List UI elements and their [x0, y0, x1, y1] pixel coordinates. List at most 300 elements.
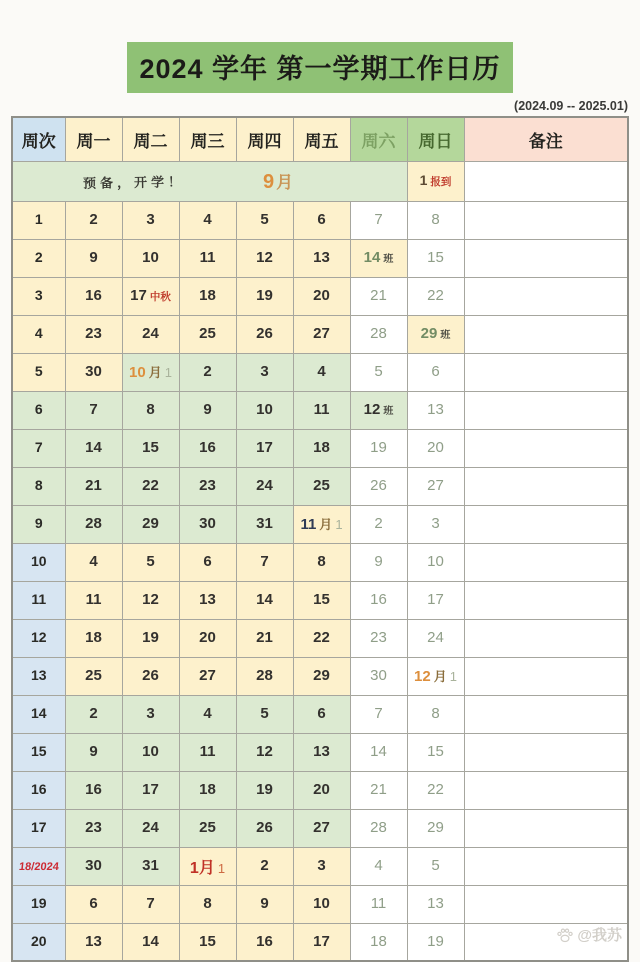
cell-text: 22 — [142, 477, 159, 494]
remark-cell — [464, 467, 628, 505]
day-cell — [350, 695, 407, 733]
cell-text: 4 — [203, 705, 212, 722]
day-cell — [179, 581, 236, 619]
week-cell: 4 — [12, 315, 65, 353]
day-cell — [236, 201, 293, 239]
remark-cell — [464, 885, 628, 923]
remark-cell — [464, 429, 628, 467]
cell-text: 31 — [256, 515, 273, 532]
cell-text: 16 — [85, 287, 102, 304]
cell-text: 19 — [256, 781, 273, 798]
remark-cell — [464, 505, 628, 543]
day-cell — [179, 277, 236, 315]
cell-text: 7 — [146, 895, 155, 912]
week-cell: 5 — [12, 353, 65, 391]
week-row — [12, 201, 628, 239]
cell-text: 23 — [370, 629, 387, 646]
cell-text: 25 — [85, 667, 102, 684]
week-row — [12, 391, 628, 429]
day-cell — [293, 201, 350, 239]
cell-text: 20 — [427, 439, 444, 456]
day-cell — [179, 353, 236, 391]
cell-text: 28 — [256, 667, 273, 684]
day-cell — [407, 239, 464, 277]
week-row — [12, 619, 628, 657]
month-banner-cell — [12, 161, 407, 201]
day-cell — [122, 695, 179, 733]
day-cell — [122, 581, 179, 619]
week-row — [12, 353, 628, 391]
month-row — [12, 161, 628, 201]
week-cell: 3 — [12, 277, 65, 315]
day-cell — [65, 239, 122, 277]
cell-text: 班 — [440, 330, 451, 341]
cell-text: 2 — [260, 857, 269, 874]
cell-text: 25 — [313, 477, 330, 494]
day-cell — [236, 847, 293, 885]
day-cell — [293, 847, 350, 885]
watermark-text: @我苏 — [577, 927, 622, 944]
day-cell — [350, 277, 407, 315]
day-cell — [236, 543, 293, 581]
cell-text: 3 — [431, 515, 440, 532]
day-cell — [407, 657, 464, 695]
week-row — [12, 581, 628, 619]
day-cell — [122, 391, 179, 429]
week-cell: 13 — [12, 657, 65, 695]
day-cell — [293, 657, 350, 695]
day-cell — [350, 619, 407, 657]
cell-text: 4 — [374, 857, 383, 874]
cell-text: 月 — [433, 669, 447, 684]
remark-cell — [464, 161, 628, 201]
day-cell — [179, 543, 236, 581]
day-cell — [122, 201, 179, 239]
day-cell — [122, 353, 179, 391]
day-cell — [179, 505, 236, 543]
remark-cell — [464, 581, 628, 619]
cell-text: 12 — [256, 249, 273, 266]
cell-text: 27 — [313, 325, 330, 342]
remark-cell — [464, 543, 628, 581]
cell-text: 22 — [427, 287, 444, 304]
cell-text: 4 — [317, 363, 326, 380]
day-cell — [179, 885, 236, 923]
day-cell — [179, 467, 236, 505]
week-cell: 20 — [12, 923, 65, 961]
day-cell — [236, 581, 293, 619]
day-cell — [122, 429, 179, 467]
cell-text: 班 — [383, 254, 394, 265]
week-cell: 1 — [12, 201, 65, 239]
cell-text: 18 — [370, 932, 387, 950]
cell-text: 1 — [217, 860, 226, 876]
day-cell — [236, 277, 293, 315]
day-cell — [65, 695, 122, 733]
day-cell — [350, 733, 407, 771]
cell-text: 班 — [383, 406, 394, 417]
cell-text: 26 — [370, 477, 387, 494]
day-cell — [236, 733, 293, 771]
day-cell — [407, 353, 464, 391]
cell-text: 3 — [317, 857, 326, 874]
cell-text: 29 — [420, 325, 438, 342]
day-cell-report — [407, 161, 464, 201]
cell-text: 19 — [427, 932, 444, 950]
cell-text: 4 — [89, 553, 98, 570]
day-cell — [236, 619, 293, 657]
cell-text: 1 — [164, 365, 172, 380]
cell-text: 18 — [199, 287, 216, 304]
day-cell — [293, 771, 350, 809]
cell-text: 22 — [427, 781, 444, 798]
cell-text: 22 — [313, 629, 330, 646]
cell-text: 20 — [313, 781, 330, 798]
remark-cell — [464, 353, 628, 391]
cell-text: 20 — [199, 629, 216, 646]
cell-text: 11 — [313, 401, 330, 418]
day-cell — [350, 581, 407, 619]
cell-text: 9 — [89, 743, 98, 760]
day-cell — [65, 201, 122, 239]
cell-text: 30 — [370, 667, 387, 684]
day-cell — [179, 771, 236, 809]
week-row — [12, 505, 628, 543]
remark-cell — [464, 771, 628, 809]
week-cell: 15 — [12, 733, 65, 771]
cell-text: 10 — [313, 895, 330, 912]
cell-text: 16 — [370, 591, 387, 608]
day-cell — [65, 733, 122, 771]
day-cell — [407, 201, 464, 239]
day-cell — [293, 695, 350, 733]
cell-text: 15 — [313, 591, 330, 608]
cell-text: 30 — [199, 515, 216, 532]
day-cell — [293, 885, 350, 923]
week-row — [12, 657, 628, 695]
day-cell — [236, 239, 293, 277]
day-cell — [65, 429, 122, 467]
page-title: 2024 学年 第一学期工作日历 — [127, 42, 512, 93]
cell-text: 11 — [199, 743, 216, 760]
week-cell: 12 — [12, 619, 65, 657]
day-cell — [179, 315, 236, 353]
cell-text: 18 — [199, 781, 216, 798]
cell-text: 19 — [142, 629, 159, 646]
day-cell — [293, 239, 350, 277]
week-cell: 19 — [12, 885, 65, 923]
day-cell — [293, 733, 350, 771]
cell-text: 18 — [85, 629, 102, 646]
day-cell — [407, 391, 464, 429]
cell-text: 报到 — [430, 176, 452, 188]
cell-text: 17 — [142, 781, 159, 798]
cell-text: 6 — [431, 363, 440, 380]
day-cell — [407, 315, 464, 353]
day-cell — [350, 885, 407, 923]
cell-text: 28 — [85, 515, 102, 532]
day-cell — [236, 885, 293, 923]
cell-text: 5 — [431, 857, 440, 874]
week-row — [12, 315, 628, 353]
day-cell — [65, 923, 122, 961]
day-cell — [236, 315, 293, 353]
day-cell — [122, 657, 179, 695]
column-header-remark: 备注 — [464, 117, 628, 161]
day-cell — [350, 429, 407, 467]
cell-text: 17 — [130, 287, 147, 304]
cell-text: 1 — [449, 669, 457, 684]
day-cell — [122, 239, 179, 277]
cell-text: 29 — [427, 819, 444, 836]
cell-text: 5 — [374, 363, 383, 380]
day-cell — [236, 467, 293, 505]
remark-cell — [464, 391, 628, 429]
week-row — [12, 809, 628, 847]
cell-text: 17 — [256, 439, 273, 456]
remark-cell — [464, 847, 628, 885]
day-cell — [236, 771, 293, 809]
day-cell — [65, 505, 122, 543]
day-cell — [236, 809, 293, 847]
cell-text: 27 — [427, 477, 444, 494]
week-row — [12, 467, 628, 505]
header-row — [12, 117, 628, 161]
day-cell — [179, 429, 236, 467]
day-cell — [350, 809, 407, 847]
day-cell — [236, 429, 293, 467]
cell-text: 2 — [374, 515, 383, 532]
cell-text: 13 — [427, 401, 444, 418]
day-cell — [350, 923, 407, 961]
cell-text: 14 — [85, 439, 102, 456]
week-cell: 16 — [12, 771, 65, 809]
cell-text: 15 — [142, 439, 159, 456]
cell-text: 14 — [363, 249, 381, 266]
cell-text: 8 — [203, 895, 212, 912]
cell-text: 1月 — [189, 859, 215, 877]
cell-text: 3 — [146, 705, 155, 722]
handwritten-note: 预备，开学！ — [82, 173, 186, 191]
day-cell — [65, 353, 122, 391]
calendar-table — [11, 116, 629, 962]
day-cell — [293, 543, 350, 581]
day-cell — [179, 733, 236, 771]
day-cell — [350, 505, 407, 543]
cell-text: 13 — [427, 895, 444, 912]
column-header-sun: 周日 — [407, 117, 464, 161]
day-cell — [350, 657, 407, 695]
day-cell — [65, 885, 122, 923]
day-cell — [407, 543, 464, 581]
cell-text: 15 — [199, 932, 216, 950]
cell-text: 11 — [199, 249, 216, 266]
day-cell — [350, 543, 407, 581]
day-cell — [65, 467, 122, 505]
cell-text: 8 — [146, 401, 155, 418]
cell-text: 1 — [419, 172, 428, 188]
remark-cell — [464, 315, 628, 353]
cell-text: 24 — [142, 819, 159, 836]
cell-text: 23 — [85, 819, 102, 836]
day-cell — [293, 391, 350, 429]
day-cell — [407, 771, 464, 809]
day-cell — [236, 353, 293, 391]
remark-cell — [464, 695, 628, 733]
cell-text: 5 — [260, 211, 269, 228]
day-cell — [65, 391, 122, 429]
cell-text: 23 — [199, 477, 216, 494]
day-cell — [179, 923, 236, 961]
cell-text: 21 — [85, 477, 102, 494]
day-cell — [293, 315, 350, 353]
day-cell — [179, 809, 236, 847]
cell-text: 30 — [85, 363, 102, 380]
day-cell — [65, 847, 122, 885]
cell-text: 24 — [256, 477, 273, 494]
cell-text: 5 — [146, 553, 155, 570]
cell-text: 9 — [89, 249, 98, 266]
week-row — [12, 771, 628, 809]
cell-text: 10 — [427, 553, 444, 570]
day-cell — [293, 581, 350, 619]
week-row — [12, 885, 628, 923]
day-cell — [407, 733, 464, 771]
week-cell: 14 — [12, 695, 65, 733]
remark-cell — [464, 809, 628, 847]
day-cell — [407, 923, 464, 961]
day-cell — [122, 277, 179, 315]
day-cell — [236, 657, 293, 695]
cell-text: 8 — [431, 705, 440, 722]
cell-text: 31 — [142, 857, 159, 874]
cell-text: 2 — [89, 211, 98, 228]
cell-text: 25 — [199, 325, 216, 342]
week-cell: 17 — [12, 809, 65, 847]
day-cell — [293, 353, 350, 391]
remark-cell — [464, 733, 628, 771]
cell-text: 13 — [313, 249, 330, 266]
remark-cell — [464, 619, 628, 657]
day-cell — [122, 505, 179, 543]
cell-text: 21 — [370, 287, 387, 304]
cell-text: 10 — [256, 401, 273, 418]
cell-text: 27 — [199, 667, 216, 684]
column-header-mon: 周一 — [65, 117, 122, 161]
week-row — [12, 277, 628, 315]
cell-text: 6 — [317, 211, 326, 228]
cell-text: 28 — [370, 819, 387, 836]
cell-text: 8 — [431, 211, 440, 228]
week-cell: 7 — [12, 429, 65, 467]
day-cell — [293, 277, 350, 315]
cell-text: 18 — [313, 439, 330, 456]
cell-text: 19 — [256, 287, 273, 304]
week-cell: 2 — [12, 239, 65, 277]
remark-cell — [464, 239, 628, 277]
week-row — [12, 847, 628, 885]
cell-text: 17 — [427, 591, 444, 608]
day-cell — [407, 505, 464, 543]
cell-text: 9 — [374, 553, 383, 570]
day-cell — [65, 543, 122, 581]
remark-cell — [464, 923, 628, 961]
day-cell — [407, 885, 464, 923]
day-cell — [407, 809, 464, 847]
week-cell: 6 — [12, 391, 65, 429]
column-header-sat: 周六 — [350, 117, 407, 161]
cell-text: 12 — [256, 743, 273, 760]
day-cell — [179, 239, 236, 277]
cell-text: 月 — [319, 517, 333, 532]
day-cell — [293, 619, 350, 657]
day-cell — [122, 315, 179, 353]
week-row — [12, 543, 628, 581]
day-cell — [350, 353, 407, 391]
cell-text: 16 — [85, 781, 102, 798]
week-cell: 18/2024 — [12, 847, 65, 885]
day-cell — [350, 847, 407, 885]
cell-text: 11 — [300, 516, 317, 533]
day-cell — [236, 505, 293, 543]
day-cell — [122, 923, 179, 961]
cell-text: 16 — [199, 439, 216, 456]
cell-text: 中秋 — [149, 291, 171, 303]
day-cell — [350, 467, 407, 505]
cell-text: 7 — [89, 401, 98, 418]
cell-text: 7 — [260, 553, 269, 570]
cell-text: 25 — [199, 819, 216, 836]
cell-text: 15 — [427, 743, 444, 760]
day-cell — [293, 429, 350, 467]
cell-text: 月 — [148, 365, 162, 380]
day-cell — [122, 885, 179, 923]
week-row — [12, 239, 628, 277]
week-cell: 8 — [12, 467, 65, 505]
column-header-thu: 周四 — [236, 117, 293, 161]
day-cell — [350, 239, 407, 277]
week-row — [12, 923, 628, 961]
cell-text: 2 — [203, 363, 212, 380]
day-cell — [65, 315, 122, 353]
day-cell — [122, 543, 179, 581]
day-cell — [350, 391, 407, 429]
column-header-fri: 周五 — [293, 117, 350, 161]
cell-text: 6 — [203, 553, 212, 570]
cell-text: 30 — [85, 857, 102, 874]
day-cell — [179, 391, 236, 429]
day-cell — [122, 467, 179, 505]
cell-text: 10 — [129, 364, 146, 381]
cell-text: 12 — [414, 668, 431, 685]
cell-text: 27 — [313, 819, 330, 836]
cell-text: 24 — [427, 629, 444, 646]
column-header-wed: 周三 — [179, 117, 236, 161]
cell-text: 29 — [142, 515, 159, 532]
column-header-tue: 周二 — [122, 117, 179, 161]
cell-text: 6 — [89, 895, 98, 912]
cell-text: 14 — [142, 932, 159, 950]
cell-text: 13 — [199, 591, 216, 608]
cell-text: 3 — [260, 363, 269, 380]
day-cell — [122, 733, 179, 771]
day-cell — [65, 771, 122, 809]
cell-text: 4 — [203, 211, 212, 228]
day-cell — [65, 809, 122, 847]
day-cell — [65, 277, 122, 315]
cell-text: 21 — [370, 781, 387, 798]
cell-text: 14 — [256, 591, 273, 608]
